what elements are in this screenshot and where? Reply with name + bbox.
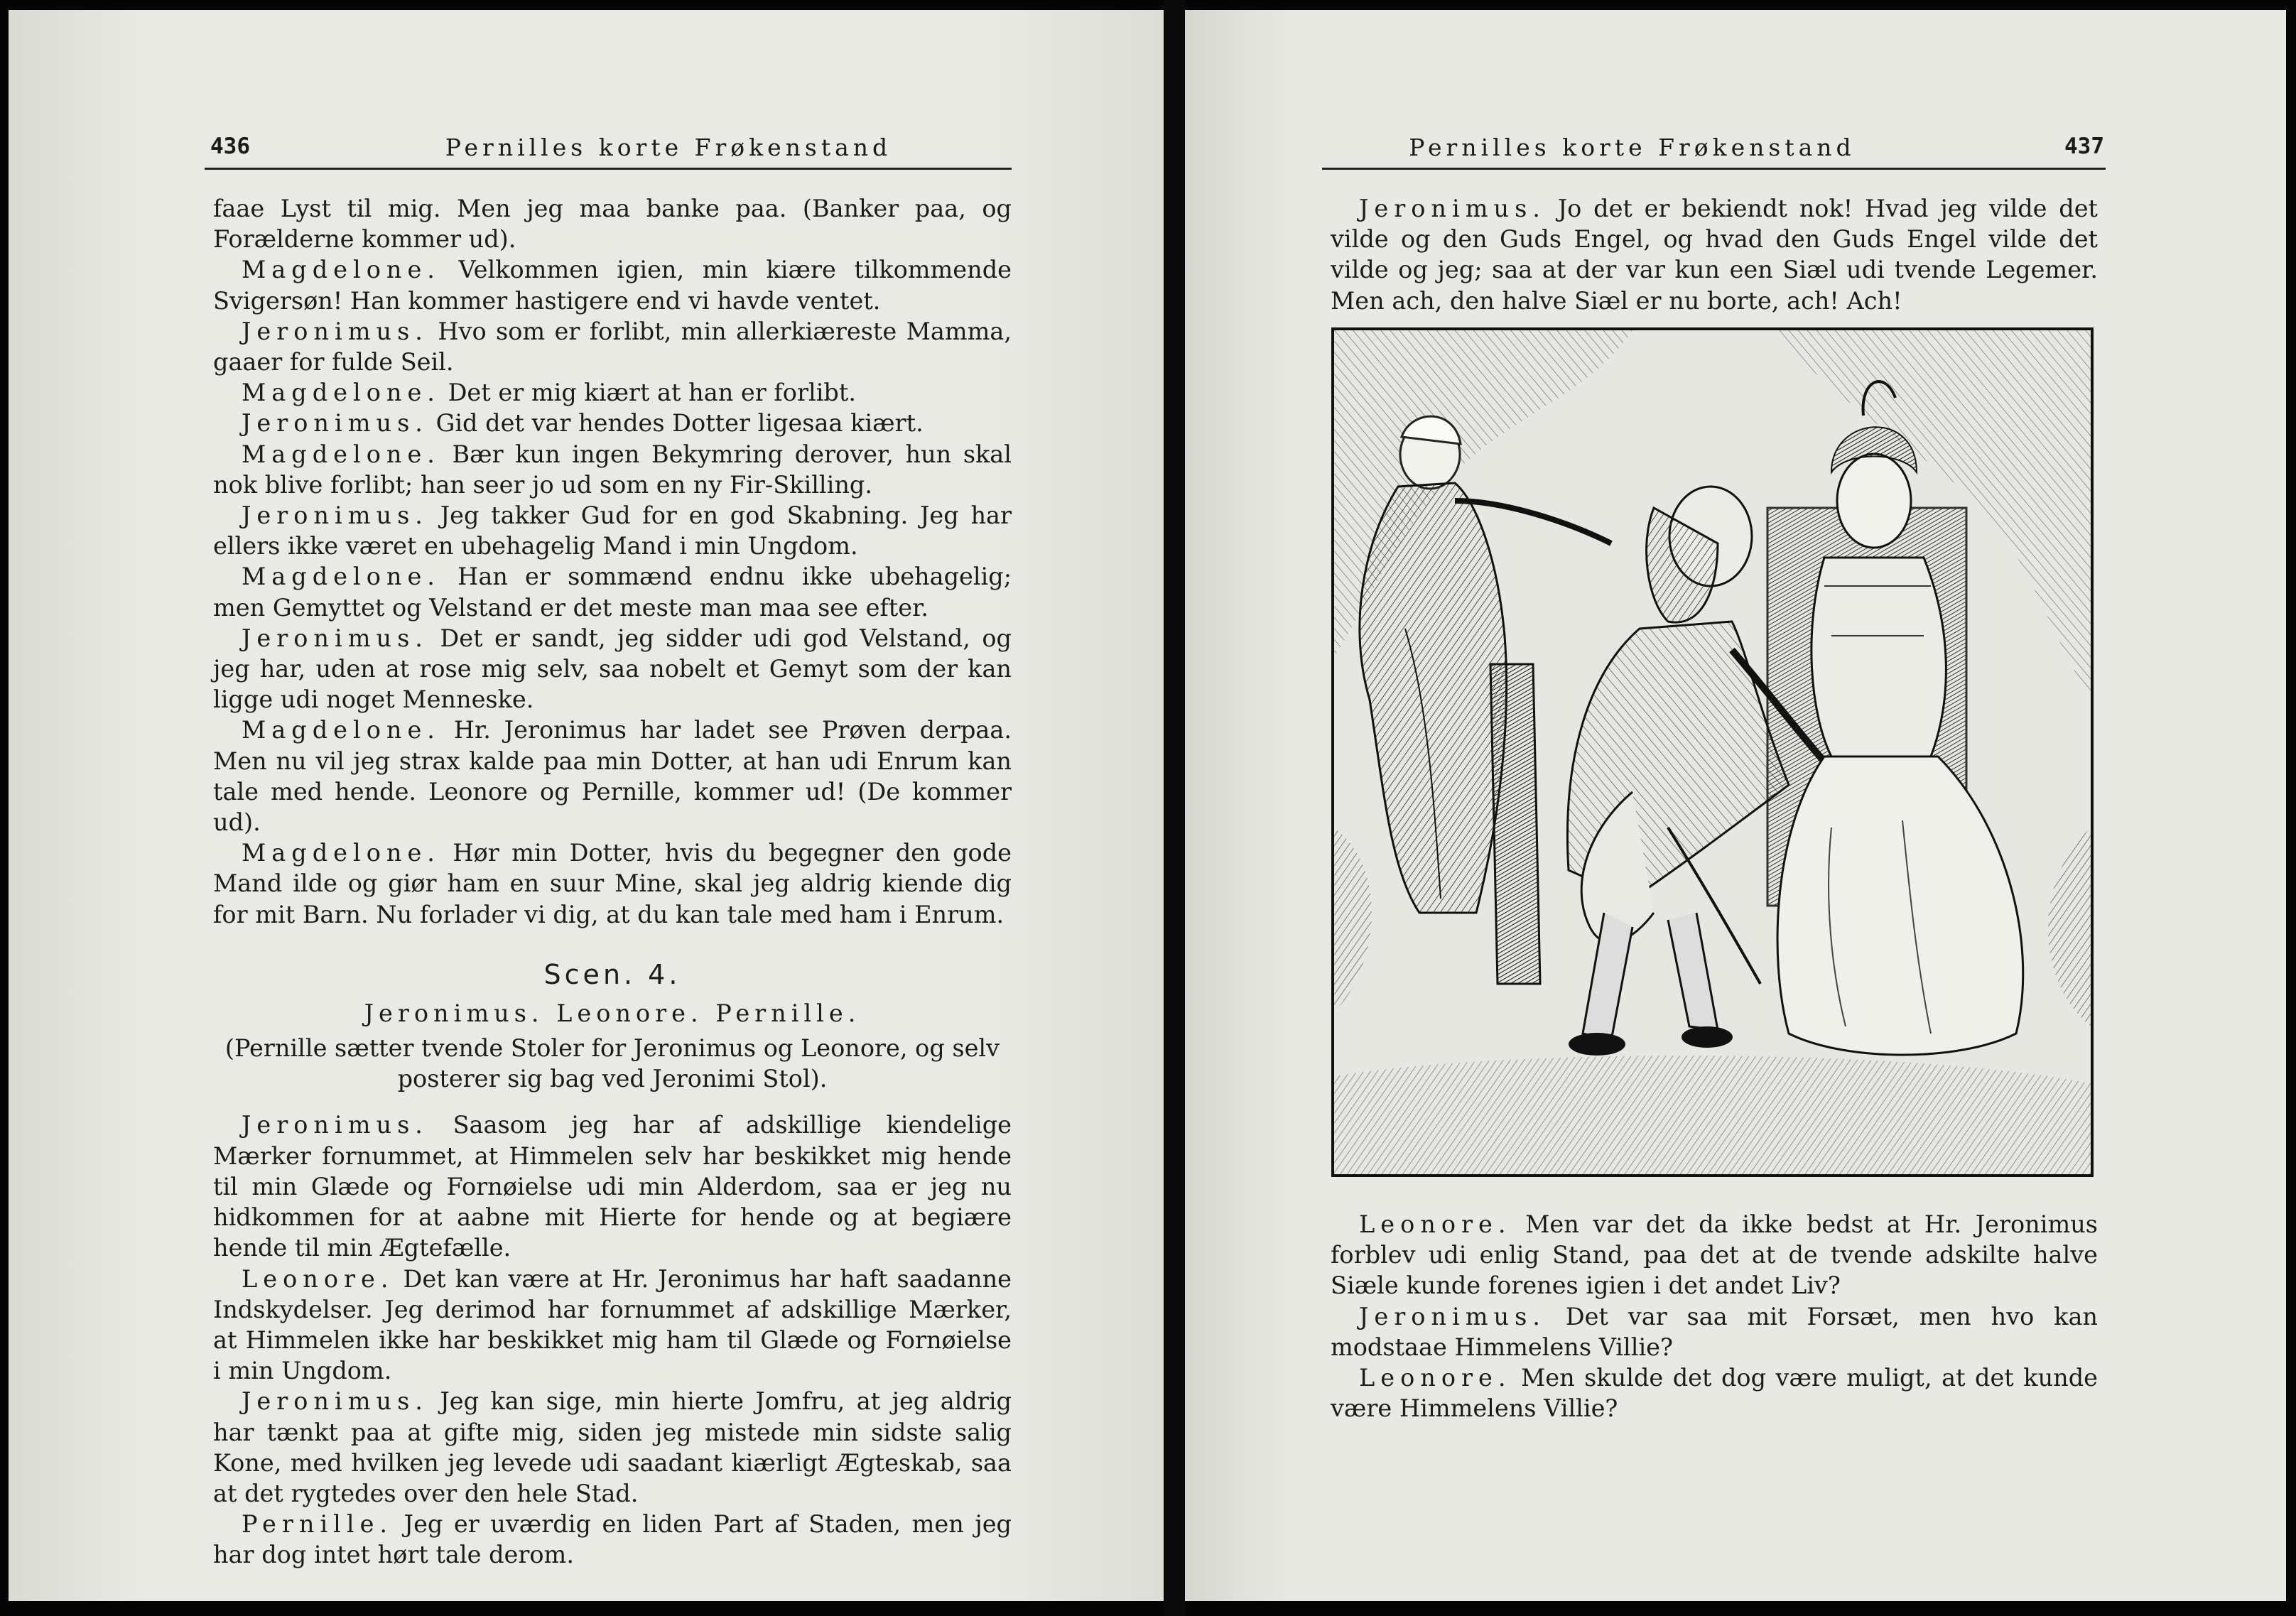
speaker-name: Magdelone. [242, 379, 440, 407]
speaker-name: Magdelone. [242, 440, 440, 468]
dialogue-text: Jeg takker Gud for en god Skabning. Jeg har ellers ikke været en ubehagelig Mand i min Ungdom. [213, 501, 1012, 560]
speaker-name: Leonore. [242, 1264, 394, 1293]
dialogue-paragraph [213, 561, 1012, 622]
book-gutter [1164, 0, 1185, 1616]
right-text-top [1331, 193, 2098, 316]
dialogue-paragraph [1331, 193, 2098, 316]
dialogue-text: Hør min Dotter, hvis du begegner den gode Mand ilde og giør ham en suur Mine, skal jeg aldrig kiende dig for mit Barn. Nu forlader vi dig, at du kan tale med ham i Enrum. [213, 839, 1012, 928]
dialogue-text: Det kan være at Hr. Jeronimus har haft saadanne Indskydelser. Jeg derimod har fornummet af adskillige Mærker, at Himmelen ikke har beskikket mig ham til Glæde og Fornøielse i min Ungdom. [213, 1264, 1012, 1385]
dialogue-text: Velkommen igien, min kiære tilkommende Svigersøn! Han kommer hastigere end vi havde ventet. [213, 256, 1012, 315]
dialogue-text: Men skulde det dog være muligt, at det kunde være Himmelens Villie? [1331, 1364, 2098, 1423]
stage-direction: (Pernille sætter tvende Stoler for Jeronimus og Leonore, og selv posterer sig bag ved Jeronimi Stol). [224, 1034, 1000, 1093]
dialogue-paragraph [213, 254, 1012, 315]
ground [1334, 1056, 2091, 1174]
speaker-name: Jeronimus. [242, 409, 428, 438]
dialogue-text: Saasom jeg har af adskillige kiendelige Mærker fornummet, at Himmelen selv har beskikket mig hende til min Glæde og Fornøielse udi min Alderdom, saa er jeg nu hidkommen for at aabne mit Hierte for hende og at begiære hende til min Ægtefælle. [213, 1111, 1012, 1262]
left-text-block [213, 193, 1012, 1571]
dialogue-text: Jeg er uværdig en liden Part af Staden, men jeg har dog intet hørt tale derom. [213, 1510, 1012, 1569]
illustration-engraving [1331, 327, 2094, 1177]
dialogue-text: Det er mig kiært at han er forlibt. [448, 379, 856, 407]
speaker-name: Magdelone. [242, 716, 440, 744]
page-number-left: 436 [210, 134, 250, 159]
dialogue-paragraph [1331, 1301, 2098, 1362]
speaker-name: Jeronimus. [1359, 195, 1546, 222]
scene-cast: Jeronimus. Leonore. Pernille. [364, 999, 861, 1027]
dialogue-paragraph [213, 1264, 1012, 1387]
dialogue-text: Hr. Jeronimus har ladet see Prøven derpaa. Men nu vil jeg strax kalde paa min Dotter, at han udi Enrum kan tale med hende. Leonore og Pernille, kommer ud! (De kommer ud). [213, 716, 1012, 837]
dialogue-paragraph [213, 1110, 1012, 1263]
running-title-left: Pernilles korte Frøkenstand [445, 134, 892, 161]
dialogue-paragraph [213, 377, 1012, 408]
speaker-name: Pernille. [242, 1510, 394, 1539]
dialogue-text: Bær kun ingen Bekymring derover, hun skal nok blive forlibt; han seer jo ud som en ny Fir-Skilling. [213, 440, 1012, 499]
right-page [1185, 10, 2286, 1601]
page-number-right: 437 [2064, 134, 2104, 159]
dialogue-paragraph [213, 316, 1012, 377]
speaker-name: Jeronimus. [242, 624, 428, 652]
speaker-name: Jeronimus. [242, 1111, 428, 1139]
running-title-right: Pernilles korte Frøkenstand [1409, 134, 1856, 161]
dialogue-top-right [1331, 193, 2098, 316]
dialogue-paragraph [213, 500, 1012, 561]
speaker-name: Jeronimus. [242, 317, 428, 345]
dialogue-text: Gid det var hendes Dotter ligesaa kiært. [435, 409, 924, 438]
dialogue-text: Hvo som er forlibt, min allerkiæreste Mamma, gaaer for fulde Seil. [213, 317, 1012, 376]
speaker-name: Jeronimus. [242, 501, 428, 530]
speaker-name: Magdelone. [242, 256, 440, 284]
dialogue-paragraph [213, 439, 1012, 500]
dialogue-text: Jeg kan sige, min hierte Jomfru, at jeg aldrig har tænkt paa at gifte mig, siden jeg mistede min sidste salig Kone, med hvilken jeg levede udi saadant kiærligt Ægteskab, saa at det rygtedes over den hele Stad. [213, 1387, 1012, 1507]
dialogue-paragraph [213, 408, 1012, 438]
dialogue-text: Men var det da ikke bedst at Hr. Jeronimus forblev udi enlig Stand, paa det at de tvende adskilte halve Siæle kunde forenes igien i det andet Liv? [1331, 1210, 2098, 1300]
dialogue-paragraph [1331, 1209, 2098, 1301]
dialogue-paragraph [213, 837, 1012, 930]
dialogue-paragraph [213, 715, 1012, 837]
dialogue-text: Jo det er bekiendt nok! Hvad jeg vilde det vilde og den Guds Engel, og hvad den Guds Engel vilde det vilde og jeg; saa at der var kun een Siæl udi tvende Legemer. Men ach, den halve Siæl er nu borte, ach! Ach! [1331, 195, 2098, 315]
dialogue-bottom-right [1331, 1209, 2098, 1424]
dialogue-text: faae Lyst til mig. Men jeg maa banke paa. (Banker paa, og Forælderne kommer ud). [213, 195, 1012, 254]
speaker-name: Jeronimus. [1359, 1302, 1546, 1330]
dialogue-paragraph [213, 1386, 1012, 1509]
dialogue-top-left [213, 193, 1012, 930]
engraving-drawing [1334, 330, 2091, 1174]
speaker-name: Leonore. [1359, 1210, 1512, 1238]
dialogue-text: Han er sommænd endnu ikke ubehagelig; men Gemyttet og Velstand er det meste man maa see efter. [213, 563, 1012, 622]
dialogue-text: Det var saa mit Forsæt, men hvo kan modstaae Himmelens Villie? [1331, 1302, 2098, 1361]
speaker-name: Magdelone. [242, 563, 440, 591]
right-running-head [1322, 128, 2106, 170]
speaker-name: Magdelone. [242, 839, 440, 867]
left-running-head [205, 128, 1012, 170]
speaker-name: Leonore. [1359, 1364, 1512, 1392]
right-text-bottom [1331, 1209, 2098, 1424]
dialogue-paragraph [213, 193, 1012, 254]
dialogue-text: Det er sandt, jeg sidder udi god Velstand, og jeg har, uden at rose mig selv, saa nobelt et Gemyt som der kan ligge udi noget Menneske. [213, 624, 1012, 714]
dialogue-paragraph [1331, 1362, 2098, 1424]
dialogue-paragraph [213, 623, 1012, 715]
left-page [9, 10, 1164, 1601]
dialogue-paragraph [213, 1509, 1012, 1570]
scene-heading: Scen. 4. [543, 958, 681, 990]
speaker-name: Jeronimus. [242, 1387, 428, 1416]
dialogue-bottom-left [213, 1110, 1012, 1570]
